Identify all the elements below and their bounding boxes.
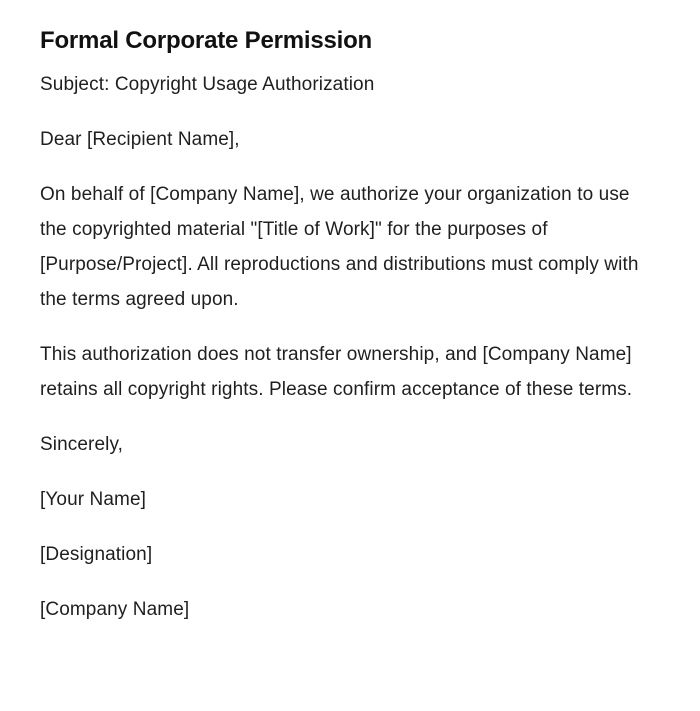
closing: Sincerely, <box>40 434 124 455</box>
salutation: Dear [Recipient Name], <box>40 129 240 150</box>
signer-designation: [Designation] <box>40 544 153 565</box>
body-paragraph-2: This authorization does not transfer ownership, and [Company Name] retains all copyright rights. Please confirm acceptance of these terms. <box>40 344 633 400</box>
letter-document <box>40 24 640 627</box>
signer-name: [Your Name] <box>40 489 147 510</box>
body-paragraph-1: On behalf of [Company Name], we authorize your organization to use the copyrighted material "[Title of Work]" for the purposes of [Purpose/Project]. All reproductions and distributions must comply with the terms agreed upon. <box>40 184 639 310</box>
signer-company: [Company Name] <box>40 599 190 620</box>
subject-line: Subject: Copyright Usage Authorization <box>40 74 375 95</box>
document-title: Formal Corporate Permission <box>40 27 373 54</box>
